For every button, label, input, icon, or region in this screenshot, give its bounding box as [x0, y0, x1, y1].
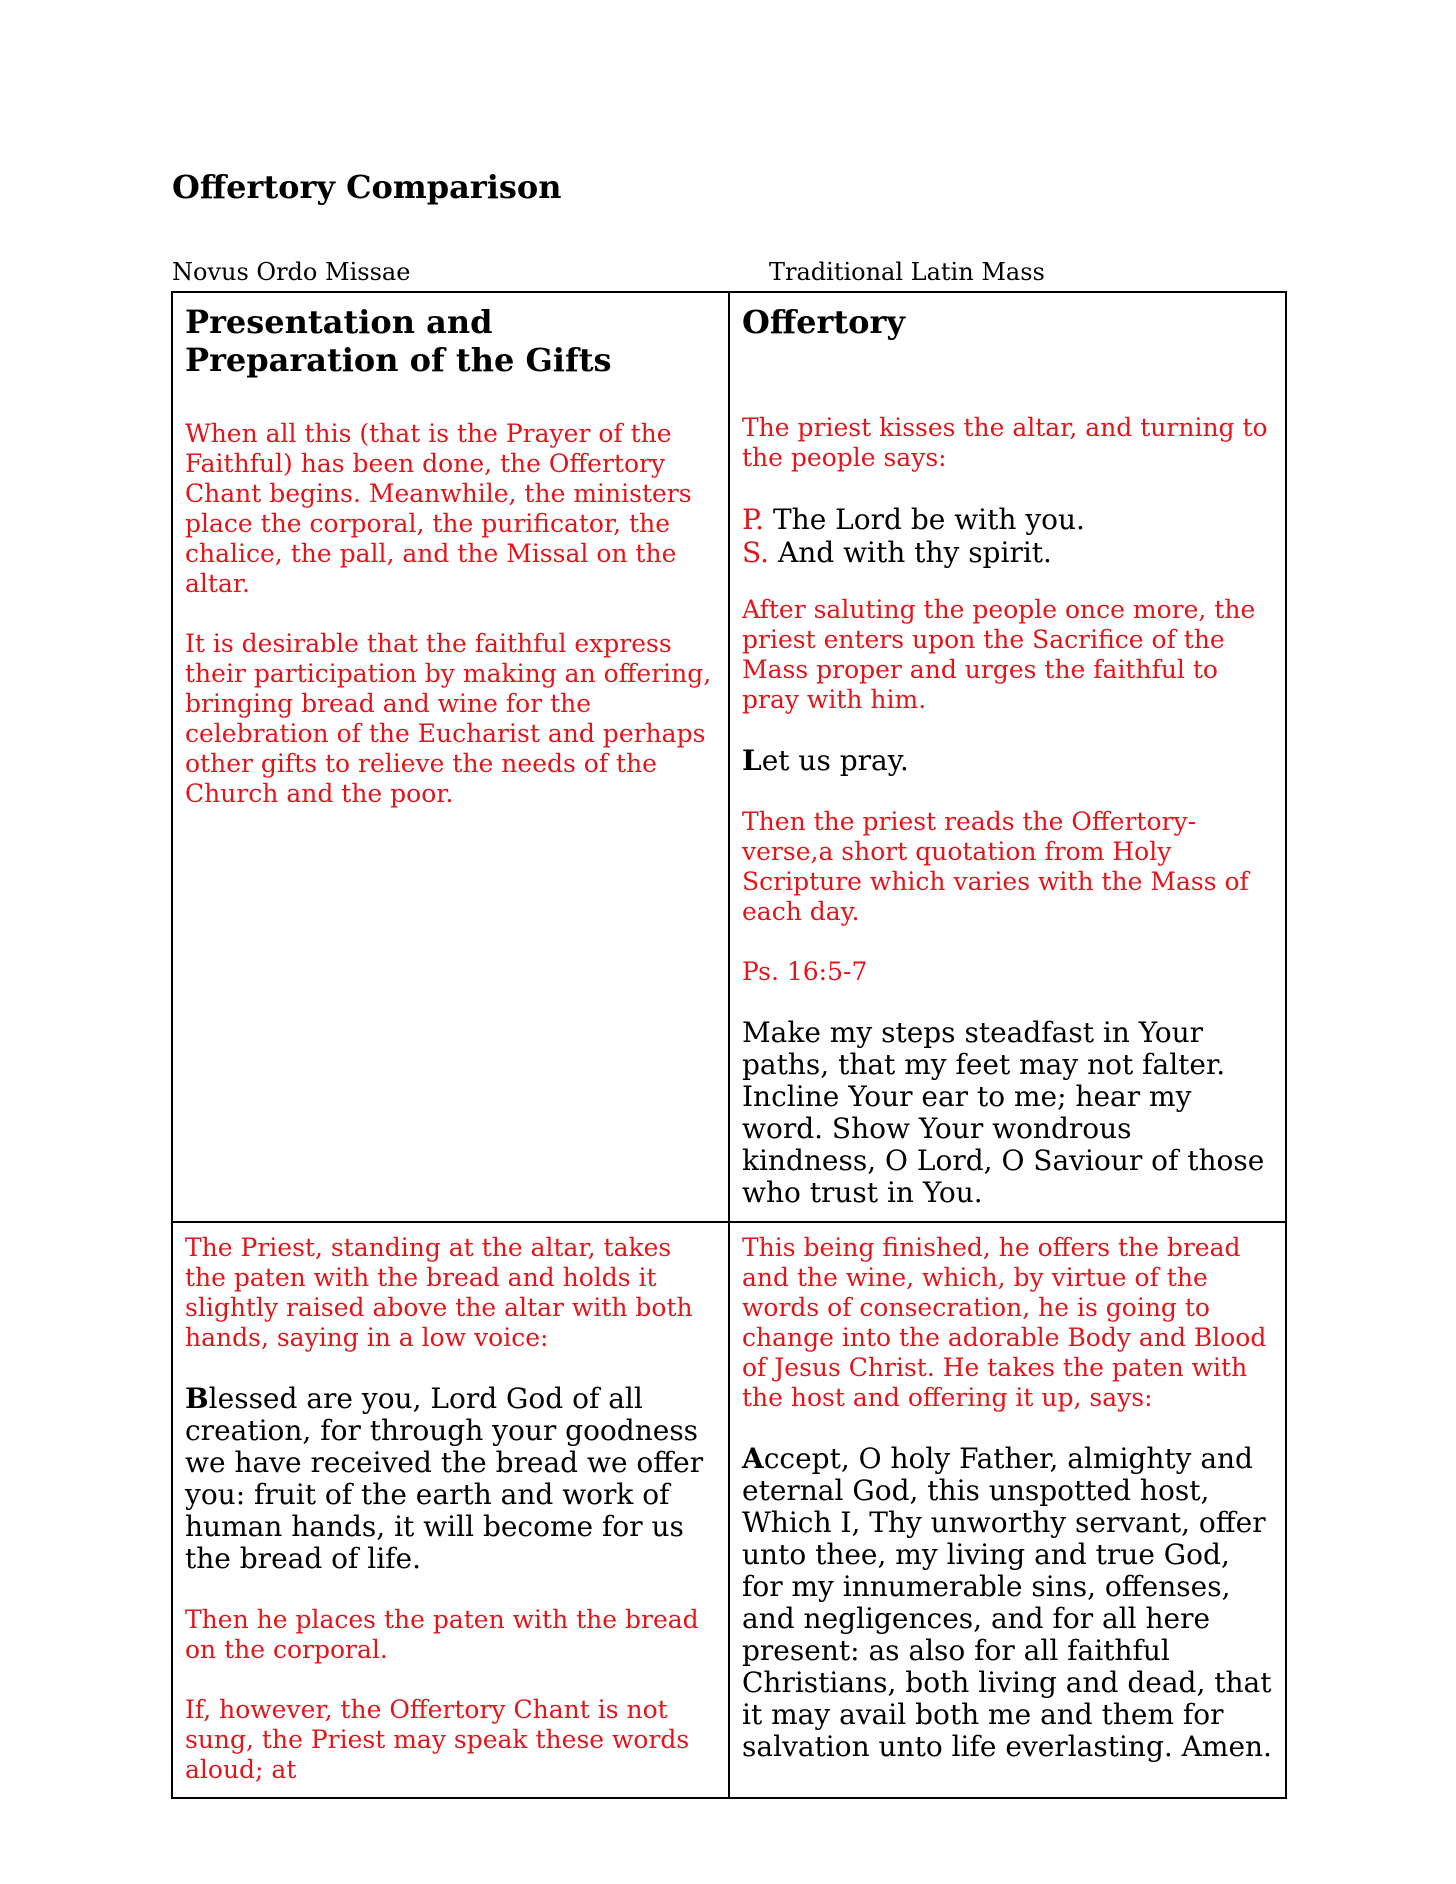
rubric-text: After saluting the people once more, the priest enters upon the Sacrifice of the Mass proper and urges the faithful to pray with him.: [742, 595, 1256, 714]
rubric-text: If, however, the Offertory Chant is not sung, the Priest may speak these words aloud; at: [185, 1695, 690, 1784]
rubric-text: The priest kisses the altar, and turning to the people says:: [742, 413, 1268, 472]
psalm-text: Make my steps steadfast in Your paths, that my feet may not falter. Incline Your ear to me; hear my word. Show Your wondrous kindness, O Lord, O Saviour of those who trust in You.: [742, 1016, 1265, 1209]
table-row: [172, 1222, 1286, 1798]
priest-label: P.: [742, 503, 765, 536]
prayer-text: [742, 1443, 1273, 1763]
drop-initial: L: [742, 744, 762, 777]
prayer-rest: lessed are you, Lord God of all creation, for through your goodness we have received the bread we offer you: fruit of the earth and work of human hands, it will become for us the bread of life.: [185, 1382, 704, 1575]
prayer-rest: et us pray.: [761, 744, 909, 777]
section-heading: Presentation and Preparation of the Gifts: [185, 303, 612, 379]
dialogue: [742, 503, 1273, 569]
latin-mass-cell-1: [729, 292, 1286, 1222]
dialogue-line-priest: [742, 503, 1085, 536]
rubric-text: When all this (that is the Prayer of the Faithful) has been done, the Offertory Chant begins. Meanwhile, the ministers place the corporal, the purificator, the chalice, the pall, and the Missal on the altar.: [185, 419, 692, 598]
rubric-text: The Priest, standing at the altar, takes the paten with the bread and holds it slightly raised above the altar with both hands, saying in a low voice:: [185, 1233, 693, 1352]
dialogue-line-server: [742, 536, 1052, 569]
rubric-text: This being finished, he offers the bread and the wine, which, by virtue of the words of consecration, he is going to change into the adorable Body and Blood of Jesus Christ. He takes the paten with the host and offering it up, says:: [742, 1233, 1267, 1412]
comparison-table: [171, 291, 1287, 1799]
drop-initial: A: [742, 1442, 764, 1475]
prayer-text: [185, 1383, 716, 1575]
novus-ordo-cell-1: [172, 292, 729, 1222]
column-label-novus-ordo: Novus Ordo Missae: [172, 258, 411, 286]
rubric-text: Then he places the paten with the bread on the corporal.: [185, 1605, 699, 1664]
rubric-text: Then the priest reads the Offertory-verse,a short quotation from Holy Scripture which varies with the Mass of each day.: [742, 807, 1249, 926]
prayer-rest: ccept, O holy Father, almighty and eternal God, this unspotted host, Which I, Thy unworthy servant, offer unto thee, my living and true God, for my innumerable sins, offenses, and negligences, and for all here present: as also for all faithful Christians, both living and dead, that it may avail both me and them for salvation unto life everlasting. Amen.: [742, 1442, 1272, 1763]
page-title: Offertory Comparison: [172, 168, 562, 206]
server-text: And with thy spirit.: [778, 536, 1052, 569]
drop-initial: B: [185, 1382, 209, 1415]
section-heading: Offertory: [742, 303, 905, 341]
rubric-text: It is desirable that the faithful express their participation by making an offering, bringing bread and wine for the celebration of the Eucharist and perhaps other gifts to relieve the needs of the Church and the poor.: [185, 629, 712, 808]
column-label-latin-mass: Traditional Latin Mass: [769, 258, 1045, 286]
novus-ordo-cell-2: [172, 1222, 729, 1798]
latin-mass-cell-2: [729, 1222, 1286, 1798]
prayer-text: [742, 745, 1273, 777]
psalm-reference: Ps. 16:5-7: [742, 957, 868, 986]
priest-text: The Lord be with you.: [772, 503, 1085, 536]
server-label: S.: [742, 536, 770, 569]
table-row: [172, 292, 1286, 1222]
